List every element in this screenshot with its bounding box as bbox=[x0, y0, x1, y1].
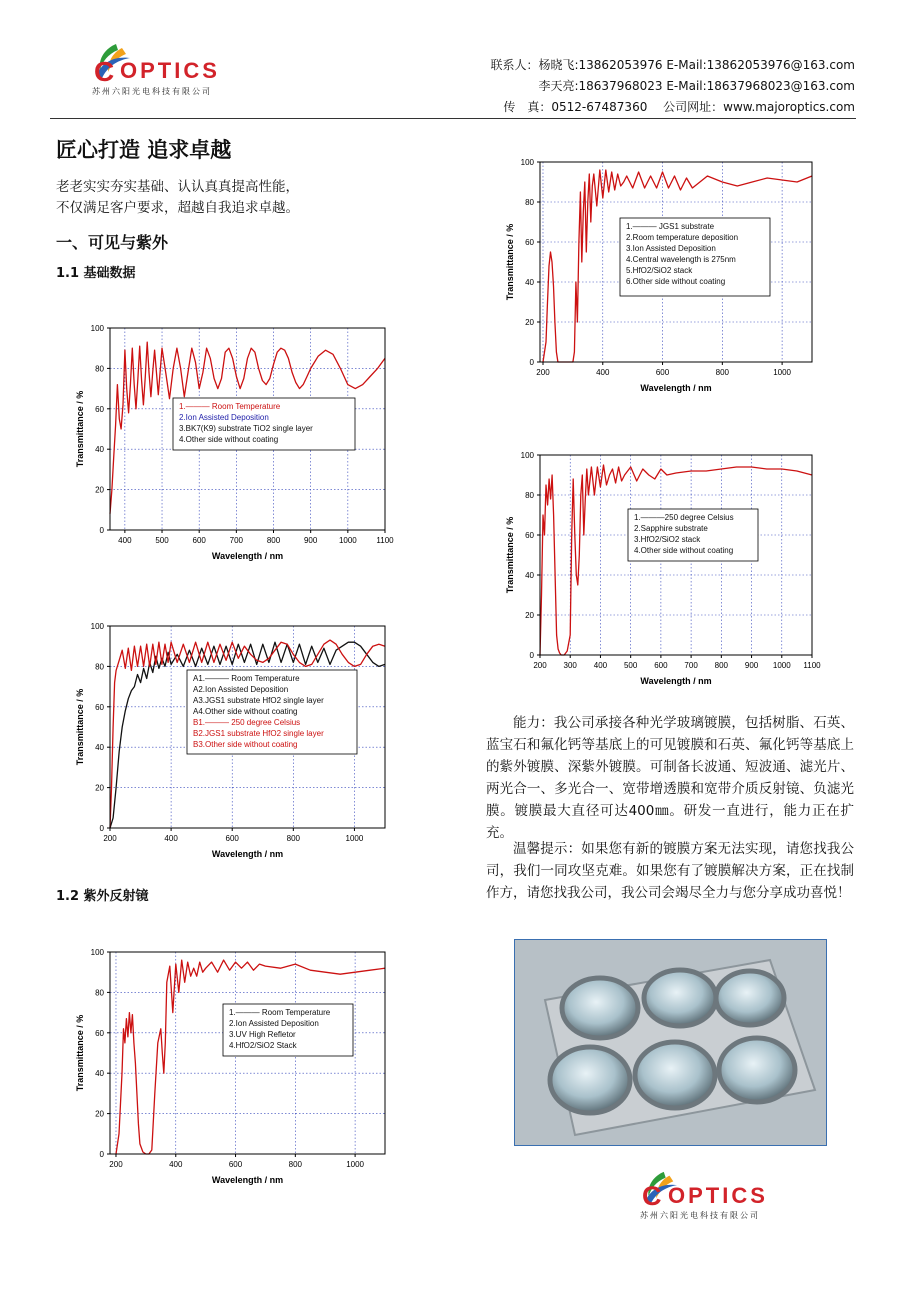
c3-series-0 bbox=[116, 960, 385, 1154]
chart-uv-high-reflector bbox=[70, 940, 400, 1190]
c1-xtick-label-7: 1100 bbox=[376, 536, 394, 545]
ability-text: 能力：我公司承接各种光学玻璃镀膜，包括树脂、石英、蓝宝石和氟化钙等基底上的可见镀膜和石英、氟化钙等基底上的紫外镀膜、深紫外镀膜。可制备长波通、短波通、滤光片、两光合一、多光合一、宽带增透膜和宽带介质反射镜、负滤光膜。镀膜最大直径可达400㎜。研发一直进行，能力正在扩充。 bbox=[486, 715, 854, 841]
c3-xtick-label-4: 1000 bbox=[346, 1160, 365, 1169]
c2-ytick-label-4: 80 bbox=[95, 662, 104, 672]
main-title: 匠心打造 追求卓越 bbox=[56, 138, 232, 162]
header-divider bbox=[50, 118, 856, 119]
c5-xtick-label-1: 300 bbox=[563, 661, 577, 670]
c2-xtick-label-4: 1000 bbox=[345, 834, 364, 843]
c4-ytick-label-5: 100 bbox=[520, 158, 534, 167]
c5-ytick-label-1: 20 bbox=[525, 611, 534, 620]
c4-legend-entry-2: 3.Ion Assisted Deposition bbox=[626, 244, 716, 253]
c3-ytick-label-1: 20 bbox=[95, 1109, 104, 1119]
c3-legend-entry-3: 4.HfO2/SiO2 Stack bbox=[229, 1041, 297, 1050]
c3-xlabel: Wavelength / nm bbox=[211, 1175, 284, 1185]
logo-company-name: 苏州六阳光电科技有限公司 bbox=[92, 87, 212, 96]
c1-ytick-label-5: 100 bbox=[90, 324, 104, 333]
c1-legend-entry-1: 2.Ion Assisted Deposition bbox=[179, 413, 269, 422]
contact-line-2: 李天亮:18637968023 E-Mail:18637968023@163.com bbox=[538, 79, 855, 93]
c3-legend-entry-2: 3.UV High Refletor bbox=[229, 1030, 296, 1039]
chart-bk7-tio2-transmittance bbox=[70, 316, 400, 566]
intro-text bbox=[56, 177, 476, 219]
c3-xtick-label-2: 600 bbox=[228, 1160, 243, 1169]
c2-xtick-label-2: 600 bbox=[225, 834, 239, 843]
c4-legend-entry-4: 5.HfO2/SiO2 stack bbox=[626, 266, 693, 275]
c5-xtick-label-9: 1100 bbox=[803, 661, 821, 670]
logo-c-letter: C bbox=[94, 56, 118, 87]
tip-paragraph bbox=[486, 838, 854, 904]
c3-ytick-label-3: 60 bbox=[95, 1028, 104, 1038]
c5-xtick-label-6: 800 bbox=[714, 661, 729, 670]
c4-legend-entry-0: 1.——— JGS1 substrate bbox=[626, 222, 715, 231]
intro-line-1: 老老实实夯实基础、认认真真提高性能， bbox=[56, 179, 299, 195]
c3-legend-entry-0: 1.——— Room Temperature bbox=[229, 1008, 331, 1017]
c2-legend-entry-2: A3.JGS1 substrate HfO2 single layer bbox=[193, 696, 324, 705]
c5-xtick-label-2: 400 bbox=[593, 661, 608, 670]
c5-xtick-label-7: 900 bbox=[744, 661, 759, 670]
c2-ytick-label-3: 60 bbox=[95, 702, 104, 712]
c2-ytick-label-0: 0 bbox=[99, 824, 104, 833]
c1-xtick-label-5: 900 bbox=[303, 536, 318, 545]
c1-xtick-label-4: 800 bbox=[266, 536, 281, 545]
c5-xlabel: Wavelength / nm bbox=[640, 676, 712, 686]
subsection-basic-data: 1.1 基础数据 bbox=[56, 266, 136, 281]
c1-xtick-label-3: 700 bbox=[229, 536, 244, 545]
c1-legend-entry-2: 3.BK7(K9) substrate TiO2 single layer bbox=[179, 424, 313, 433]
c5-xtick-label-8: 1000 bbox=[772, 661, 791, 670]
contact-block bbox=[435, 55, 855, 118]
c1-xlabel: Wavelength / nm bbox=[211, 551, 284, 561]
c1-xtick-label-1: 500 bbox=[155, 536, 169, 545]
c5-ytick-label-2: 40 bbox=[525, 571, 534, 580]
chart-sapphire-stack bbox=[500, 443, 830, 693]
contact-line-3: 传 真：0512-67487360 公司网址：www.majoroptics.com bbox=[503, 100, 855, 114]
c1-ylabel: Transmittance / % bbox=[75, 390, 85, 468]
c4-xtick-label-0: 200 bbox=[536, 368, 550, 377]
c2-legend-entry-5: B2.JGS1 substrate HfO2 single layer bbox=[193, 729, 324, 738]
c2-xtick-label-1: 400 bbox=[164, 834, 178, 843]
c1-ytick-label-4: 80 bbox=[95, 364, 104, 374]
c2-legend-entry-0: A1.——— Room Temperature bbox=[193, 674, 300, 683]
c4-legend-entry-1: 2.Room temperature deposition bbox=[626, 233, 739, 242]
c5-ytick-label-5: 100 bbox=[520, 451, 534, 460]
c4-legend-entry-5: 6.Other side without coating bbox=[626, 277, 726, 286]
contact-line-1: 联系人：杨晓飞:13862053976 E-Mail:13862053976@163.com bbox=[490, 58, 855, 72]
product-photo bbox=[514, 939, 827, 1146]
footer-logo-wordmark: OPTICS bbox=[668, 1183, 768, 1208]
ability-paragraph bbox=[486, 712, 854, 844]
c5-legend-entry-0: 1.———250 degree Celsius bbox=[634, 513, 734, 522]
c4-legend-entry-3: 4.Central wavelength is 275nm bbox=[626, 255, 736, 264]
c4-ytick-label-4: 80 bbox=[525, 198, 534, 207]
c2-ylabel: Transmittance / % bbox=[75, 688, 85, 766]
footer-logo-c-letter: C bbox=[642, 1181, 665, 1211]
tip-text: 温馨提示：如果您有新的镀膜方案无法实现，请您找我公司，我们一同攻坚克难。如果您有了镀膜解决方案，正在找制作方，请您找我公司，我公司会竭尽全力与您分享成功喜悦！ bbox=[486, 841, 854, 901]
c2-ytick-label-5: 100 bbox=[90, 622, 104, 631]
company-logo bbox=[92, 42, 262, 102]
c3-ytick-label-5: 100 bbox=[90, 948, 104, 957]
c3-ytick-label-4: 80 bbox=[95, 988, 104, 998]
c4-xtick-label-2: 600 bbox=[655, 368, 670, 377]
c5-ytick-label-3: 60 bbox=[525, 531, 534, 540]
c1-xtick-label-6: 1000 bbox=[338, 536, 357, 545]
c3-xtick-label-1: 400 bbox=[169, 1160, 183, 1169]
c1-xtick-label-0: 400 bbox=[118, 536, 132, 545]
footer-logo bbox=[640, 1170, 810, 1225]
c2-legend-entry-3: A4.Other side without coating bbox=[193, 707, 298, 716]
c1-ytick-label-2: 40 bbox=[95, 445, 104, 455]
c1-ytick-label-0: 0 bbox=[99, 526, 104, 535]
c1-ytick-label-1: 20 bbox=[95, 485, 104, 495]
c2-xlabel: Wavelength / nm bbox=[211, 849, 284, 859]
c5-xtick-label-4: 600 bbox=[654, 661, 668, 670]
c2-legend-entry-1: A2.Ion Assisted Deposition bbox=[193, 685, 289, 694]
coating-fixture-image bbox=[515, 940, 826, 1145]
c3-ylabel: Transmittance / % bbox=[75, 1014, 85, 1092]
c3-legend-entry-1: 2.Ion Assisted Deposition bbox=[229, 1019, 319, 1028]
chart-jgs1-hfo2-transmittance bbox=[70, 614, 400, 864]
c4-ytick-label-2: 40 bbox=[525, 278, 534, 287]
c1-legend-entry-0: 1.——— Room Temperature bbox=[179, 402, 281, 411]
c5-ytick-label-4: 80 bbox=[525, 491, 534, 500]
c5-xtick-label-3: 500 bbox=[623, 661, 638, 670]
c5-legend-entry-3: 4.Other side without coating bbox=[634, 546, 734, 555]
c4-xtick-label-4: 1000 bbox=[773, 368, 792, 377]
c1-legend-entry-3: 4.Other side without coating bbox=[179, 435, 279, 444]
c2-ytick-label-1: 20 bbox=[95, 783, 104, 793]
c4-ytick-label-3: 60 bbox=[525, 238, 534, 247]
c5-legend-entry-2: 3.HfO2/SiO2 stack bbox=[634, 535, 701, 544]
c1-ytick-label-3: 60 bbox=[95, 404, 104, 414]
c4-ylabel: Transmittance / % bbox=[505, 223, 515, 301]
c2-xtick-label-0: 200 bbox=[103, 834, 117, 843]
section-heading: 一、可见与紫外 bbox=[56, 233, 169, 252]
c5-legend-entry-1: 2.Sapphire substrate bbox=[634, 524, 708, 533]
intro-line-2: 不仅满足客户要求，超越自我追求卓越。 bbox=[56, 200, 299, 216]
c4-xlabel: Wavelength / nm bbox=[640, 383, 712, 393]
c2-legend-entry-6: B3.Other side without coating bbox=[193, 740, 298, 749]
c1-xtick-label-2: 600 bbox=[192, 536, 206, 545]
c5-xtick-label-0: 200 bbox=[533, 661, 547, 670]
logo-wordmark: OPTICS bbox=[120, 58, 220, 83]
c4-xtick-label-1: 400 bbox=[596, 368, 610, 377]
c5-xtick-label-5: 700 bbox=[684, 661, 698, 670]
footer-logo-company-name: 苏州六阳光电科技有限公司 bbox=[640, 1211, 760, 1220]
c3-ytick-label-0: 0 bbox=[99, 1150, 104, 1159]
c5-ytick-label-0: 0 bbox=[529, 651, 534, 660]
c3-xtick-label-0: 200 bbox=[109, 1160, 123, 1169]
subsection-uv-mirror: 1.2 紫外反射镜 bbox=[56, 889, 149, 904]
c2-xtick-label-3: 800 bbox=[286, 834, 301, 843]
c2-legend-entry-4: B1.——— 250 degree Celsius bbox=[193, 718, 301, 727]
c2-ytick-label-2: 40 bbox=[95, 743, 104, 753]
c3-xtick-label-3: 800 bbox=[288, 1160, 303, 1169]
c3-ytick-label-2: 40 bbox=[95, 1069, 104, 1079]
c4-xtick-label-3: 800 bbox=[715, 368, 730, 377]
c5-ylabel: Transmittance / % bbox=[505, 516, 515, 594]
c4-ytick-label-1: 20 bbox=[525, 318, 534, 327]
c4-ytick-label-0: 0 bbox=[529, 358, 534, 367]
chart-jgs1-275nm-stack bbox=[500, 150, 830, 400]
